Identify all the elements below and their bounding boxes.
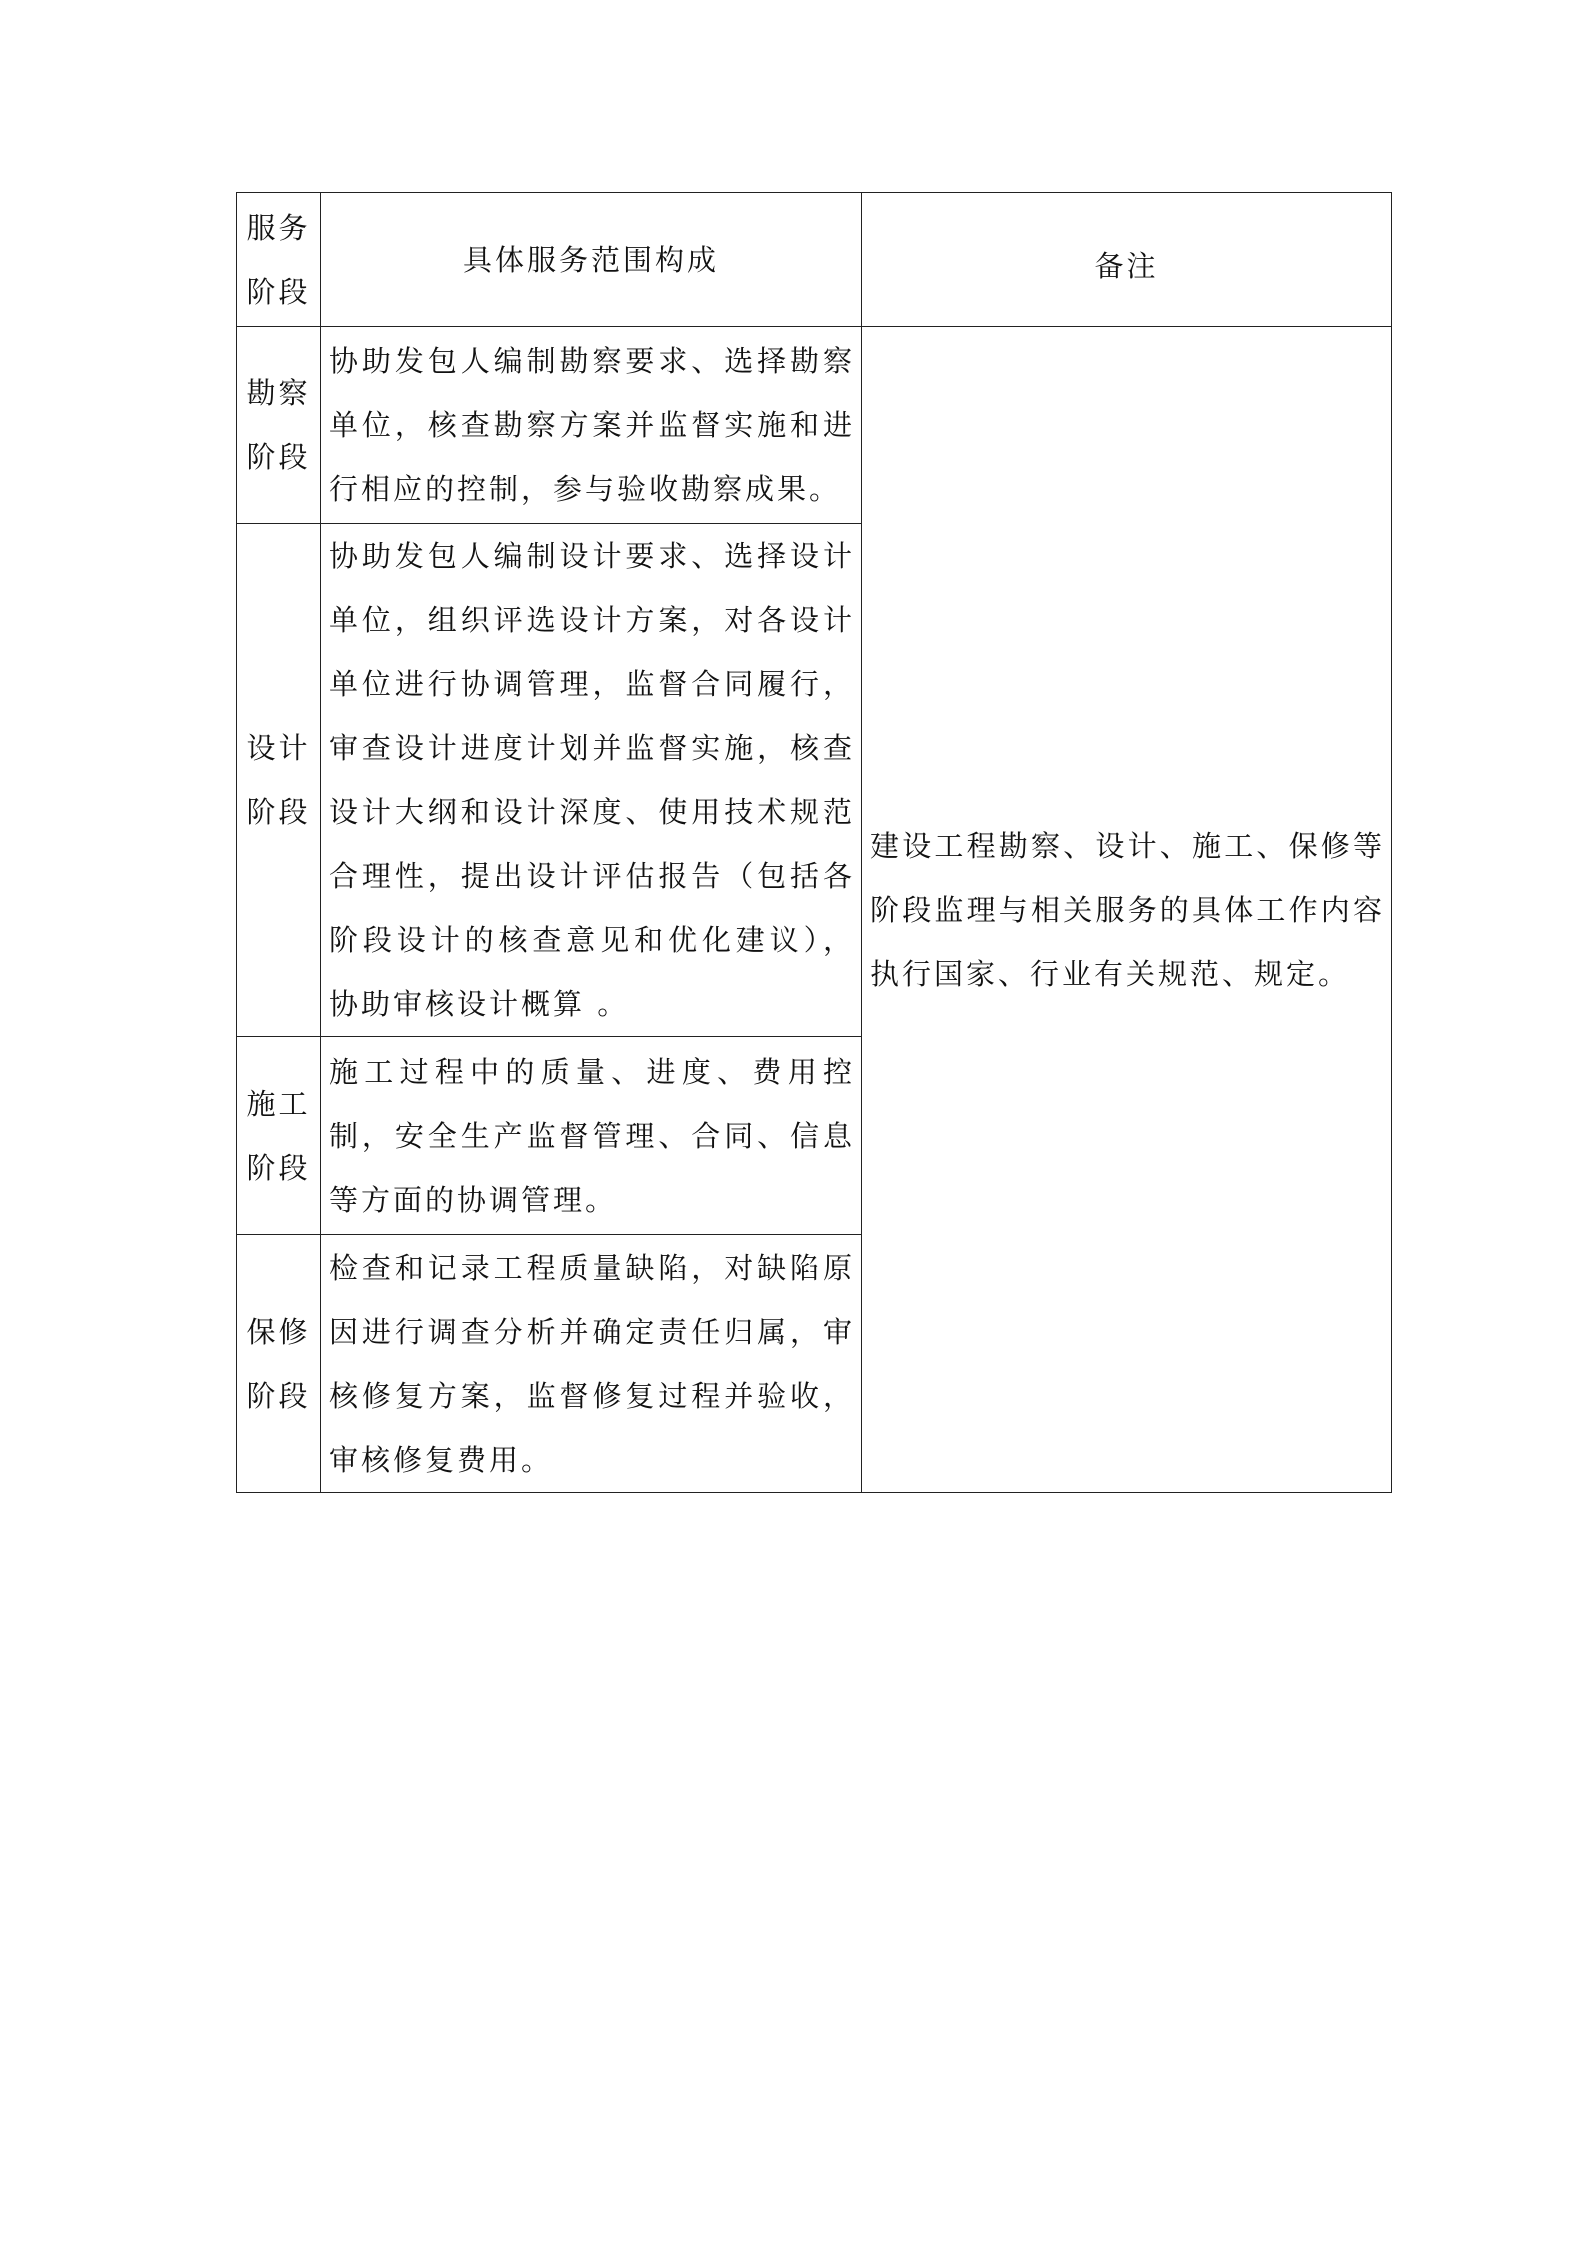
header-stage-cell bbox=[237, 193, 321, 327]
stage-cell bbox=[237, 1235, 321, 1493]
stage-label-warranty: 保修阶段 bbox=[246, 1314, 311, 1413]
scope-cell-design: 协助发包人编制设计要求、选择设计单位，组织评选设计方案，对各设计单位进行协调管理，监督合同履行，审查设计进度计划并监督实施，核查设计大纲和设计深度、使用技术规范合理性，提出设计评估报告（包括各阶段设计的核查意见和优化建议），协助审核设计概算 。 bbox=[321, 524, 862, 1037]
scope-cell-survey: 协助发包人编制勘察要求、选择勘察单位，核查勘察方案并监督实施和进行相应的控制，参与验收勘察成果。 bbox=[321, 327, 862, 524]
stage-label-design: 设计阶段 bbox=[246, 731, 311, 829]
scope-cell-warranty: 检查和记录工程质量缺陷，对缺陷原因进行调查分析并确定责任归属，审核修复方案，监督修复过程并验收，审核修复费用。 bbox=[321, 1235, 862, 1493]
header-scope-label: 具体服务范围构成 bbox=[462, 242, 719, 277]
table-header-row bbox=[237, 193, 1392, 327]
stage-cell bbox=[237, 327, 321, 524]
header-scope-cell bbox=[321, 193, 862, 327]
remark-cell: 建设工程勘察、设计、施工、保修等阶段监理与相关服务的具体工作内容执行国家、行业有关规范、规定。 bbox=[862, 327, 1392, 1493]
stage-label-construction: 施工阶段 bbox=[246, 1086, 311, 1185]
table-row bbox=[237, 327, 1392, 524]
header-remark-label: 备注 bbox=[1094, 248, 1159, 283]
header-stage-label: 服务阶段 bbox=[246, 210, 311, 309]
header-remark-cell bbox=[862, 193, 1392, 327]
stage-cell bbox=[237, 1037, 321, 1235]
scope-cell-construction: 施工过程中的质量、进度、费用控制，安全生产监督管理、合同、信息等方面的协调管理。 bbox=[321, 1037, 862, 1235]
service-scope-table bbox=[236, 192, 1392, 1493]
stage-label-survey: 勘察阶段 bbox=[246, 376, 311, 474]
stage-cell bbox=[237, 524, 321, 1037]
